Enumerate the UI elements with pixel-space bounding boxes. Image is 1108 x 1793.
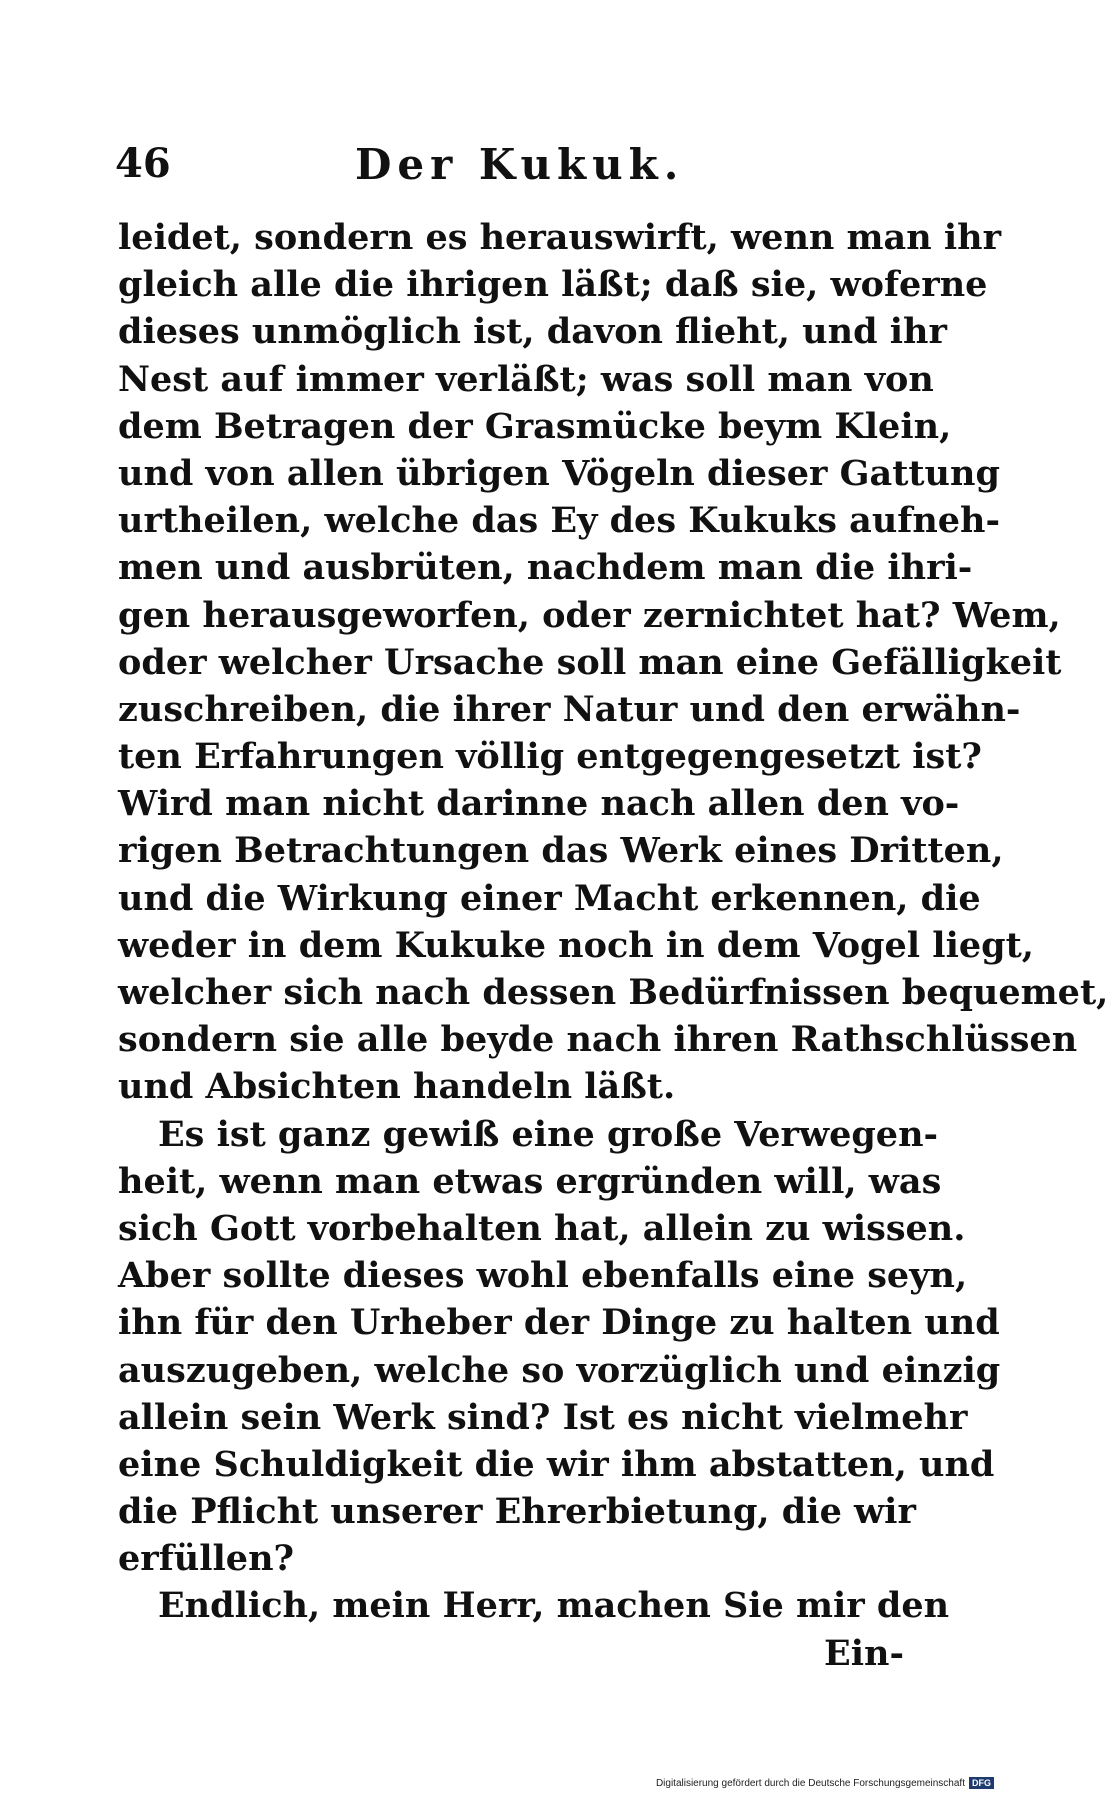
text-line: heit, wenn man etwas ergründen will, was xyxy=(118,1160,942,1202)
text-line: leidet, sondern es herauswirft, wenn man ihr xyxy=(118,217,1002,258)
text-line: ten Erfahrungen völlig entgegengesetzt ist? xyxy=(118,736,982,778)
paragraph-start-line: Endlich, mein Herr, machen Sie mir den xyxy=(158,1585,950,1627)
text-line: eine Schuldigkeit die wir ihm abstatten, und xyxy=(118,1443,995,1485)
text-line: sondern sie alle beyde nach ihren Rathschlüssen xyxy=(118,1019,1078,1061)
text-line: Wird man nicht darinne nach allen den vo- xyxy=(118,783,960,825)
page-header xyxy=(115,140,905,200)
text-line: urtheilen, welche das Ey des Kukuks aufneh- xyxy=(118,500,1001,542)
text-line: sich Gott vorbehalten hat, allein zu wissen. xyxy=(118,1207,966,1249)
text-line: Aber sollte dieses wohl ebenfalls eine seyn, xyxy=(118,1255,968,1297)
text-line: rigen Betrachtungen das Werk eines Dritten, xyxy=(118,830,1004,872)
catchword: Ein- xyxy=(824,1632,904,1674)
text-line: und Absichten handeln läßt. xyxy=(118,1066,676,1108)
body-text xyxy=(118,214,1108,1677)
text-line: welcher sich nach dessen Bedürfnissen bequemet, xyxy=(118,972,1108,1013)
paragraph-start-line: Es ist ganz gewiß eine große Verwegen- xyxy=(158,1113,939,1155)
text-line: gen herausgeworfen, oder zernichtet hat? Wem, xyxy=(118,594,1061,636)
text-line: und von allen übrigen Vögeln dieser Gattung xyxy=(118,452,1000,494)
running-title: Der Kukuk. xyxy=(355,140,685,189)
text-line: dieses unmöglich ist, davon flieht, und ihr xyxy=(118,311,947,353)
text-line: weder in dem Kukuke noch in dem Vogel liegt, xyxy=(118,924,1034,966)
text-line: und die Wirkung einer Macht erkennen, die xyxy=(118,877,981,919)
page-number: 46 xyxy=(115,140,171,187)
text-line: zuschreiben, die ihrer Natur und den erwähn- xyxy=(118,688,1021,730)
text-line: die Pflicht unserer Ehrerbietung, die wir xyxy=(118,1491,916,1533)
text-line: dem Betragen der Grasmücke beym Klein, xyxy=(118,405,952,447)
text-line: oder welcher Ursache soll man eine Gefälligkeit xyxy=(118,641,1062,683)
text-line: erfüllen? xyxy=(118,1538,295,1580)
credit-text: Digitalisierung gefördert durch die Deutsche Forschungsgemeinschaft xyxy=(655,1777,965,1789)
text-line: Nest auf immer verläßt; was soll man von xyxy=(118,358,934,400)
dfg-logo: DFG xyxy=(969,1777,994,1789)
text-line: men und ausbrüten, nachdem man die ihri- xyxy=(118,547,973,589)
text-line: allein sein Werk sind? Ist es nicht vielmehr xyxy=(118,1396,968,1438)
text-line: ihn für den Urheber der Dinge zu halten und xyxy=(118,1302,1000,1344)
text-line: auszugeben, welche so vorzüglich und einzig xyxy=(118,1349,1001,1391)
digitization-credit xyxy=(656,1777,994,1789)
text-line: gleich alle die ihrigen läßt; daß sie, woferne xyxy=(118,264,988,306)
